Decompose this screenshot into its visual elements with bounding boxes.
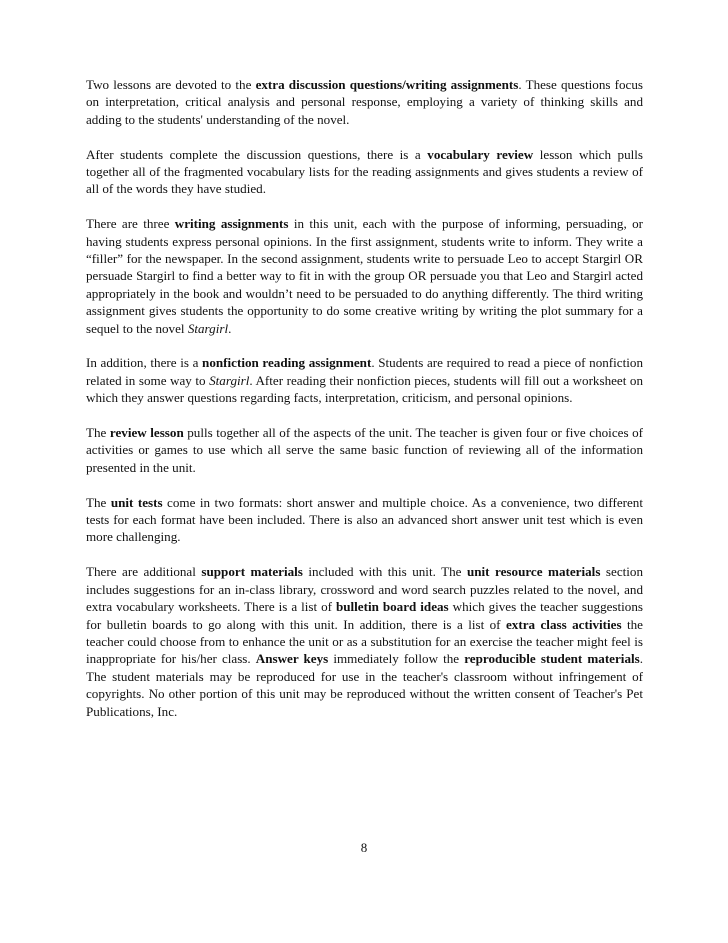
text-run: pulls together all of the aspects of the unit. The teacher is given four or five choices of activities or games to use which all serve the same basic function of reviewing all of the information presented in the unit.: [86, 425, 643, 475]
text-run: . Students are required to read a piece of nonfiction related in some way to: [86, 355, 643, 388]
text-run: . The student materials may be reproduced for use in the teacher's classroom without infringement of copyrights. No other portion of this unit may be reproduced without the written consent of Teacher's Pet Publications, Inc.: [86, 651, 644, 719]
bold-term: review lesson: [109, 425, 184, 441]
bold-term: extra class activities: [505, 616, 622, 632]
paragraph-discussion: [86, 76, 643, 128]
text-run: Two lessons are devoted to the: [86, 77, 256, 92]
italic-title: Stargirl: [187, 320, 229, 336]
paragraph-vocabulary: [86, 146, 643, 198]
text-run: included with this unit. The: [302, 564, 467, 580]
italic-title: Stargirl: [209, 372, 250, 388]
body-text: [86, 76, 643, 737]
paragraph-nonfiction: [86, 354, 643, 406]
text-run: lesson which pulls together all of the fragmented vocabulary lists for the reading assignments and gives students a review of all of the words they have studied.: [86, 146, 643, 197]
bold-term: vocabulary review: [427, 146, 534, 162]
text-run: in this unit, each with the purpose of informing, persuading, or having students express personal opinions. In the first assignment, students write to inform. They write a “filler” for the newspaper. In the second assignment, students write to persuade Leo to accept Stargirl OR persuade Stargirl to find a better way to fit in with the group OR persuade you that Leo and Stargirl acted appropriately in the book and wouldn’t need to be persuaded to do anything differently. The third writing assignment gives students the opportunity to do some creative writing by writing the plot summary for a sequel to the novel: [86, 216, 643, 336]
paragraph-review: [86, 424, 643, 476]
text-run: . These questions focus on interpretation, critical analysis and personal response, employing a variety of thinking skills and adding to the students' understanding of the novel.: [86, 77, 644, 127]
bold-term: unit resource materials: [466, 564, 601, 580]
text-run: In addition, there is a: [86, 355, 203, 371]
text-run: immediately follow the: [328, 651, 465, 667]
text-run: After students complete the discussion questions, there is a: [86, 146, 428, 162]
bold-term: support materials: [201, 564, 303, 580]
text-run: The: [86, 425, 110, 441]
text-run: section includes suggestions for an in-class library, crossword and word search puzzles related to the novel, and extra vocabulary worksheets. There is a list of: [86, 564, 644, 615]
paragraph-writing: [86, 215, 643, 337]
bold-term: reproducible student materials: [464, 651, 640, 667]
text-run: the teacher could choose from to enhance the unit or as a substitution for an exercise the teacher might feel is inappropriate for his/her class.: [86, 616, 643, 667]
bold-term: Answer keys: [255, 651, 329, 667]
paragraph-support: [86, 563, 643, 720]
bold-term: bulletin board ideas: [335, 599, 449, 615]
text-run: . After reading their nonfiction pieces, students will fill out a worksheet on which they answer questions regarding facts, interpretation, criticism, and personal opinions.: [86, 372, 643, 406]
text-run: There are additional: [86, 564, 202, 580]
paragraph-tests: [86, 494, 643, 546]
bold-term: extra discussion questions/writing assignments: [255, 77, 519, 92]
text-run: .: [228, 320, 232, 336]
text-run: The: [86, 494, 111, 510]
bold-term: writing assignments: [174, 216, 289, 232]
page-number: 8: [360, 840, 368, 855]
text-run: There are three: [86, 216, 175, 232]
text-run: come in two formats: short answer and multiple choice. As a convenience, two different tests for each format have been included. There is also an advanced short answer unit test which is even more challenging.: [86, 494, 643, 545]
text-run: which gives the teacher suggestions for bulletin boards to go along with this unit. In addition, there is a list of: [86, 599, 643, 632]
bold-term: unit tests: [110, 494, 163, 510]
bold-term: nonfiction reading assignment: [202, 355, 372, 371]
